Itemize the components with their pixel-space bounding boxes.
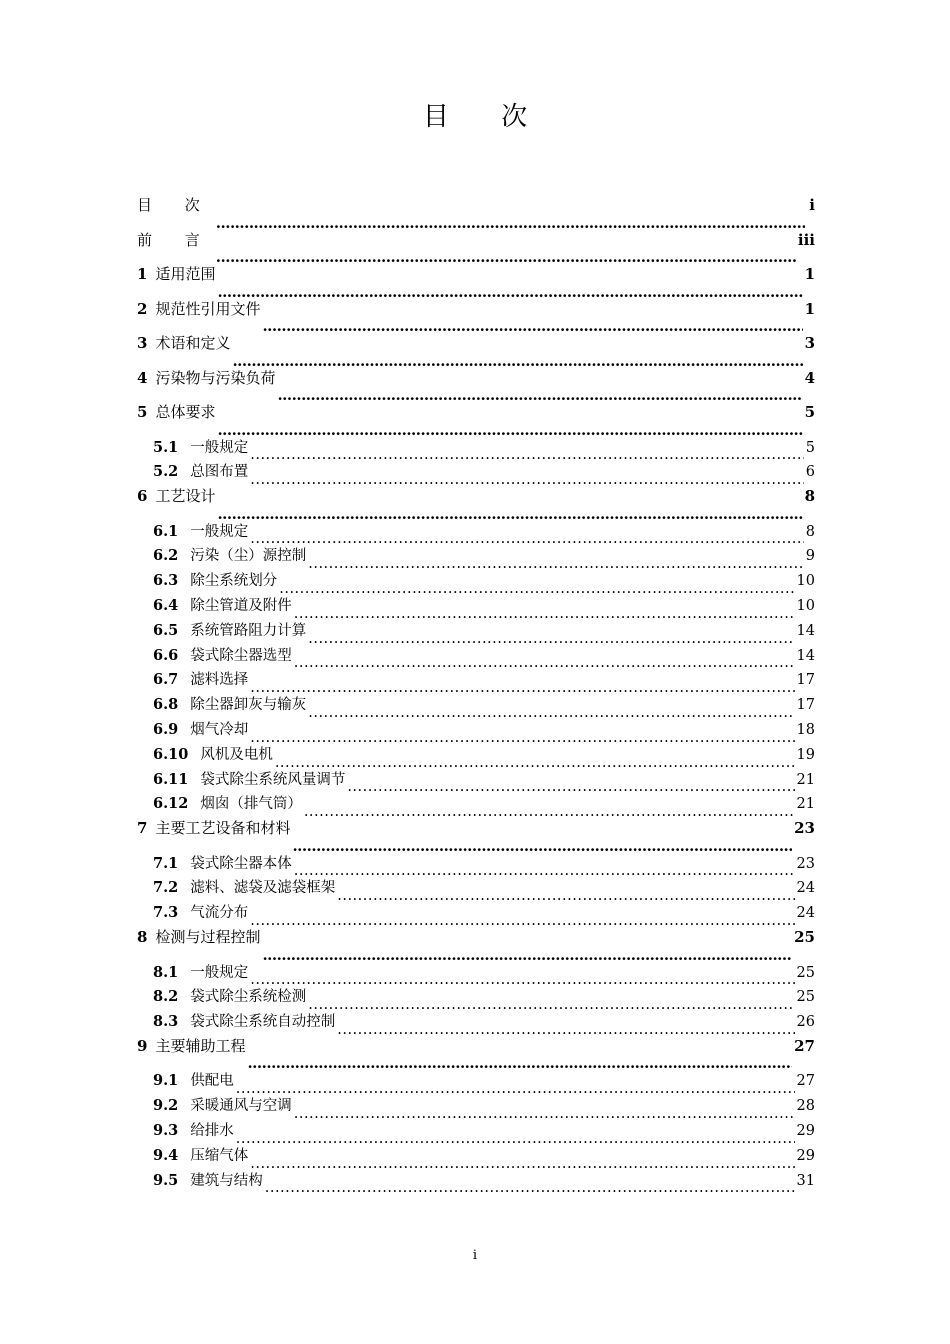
toc-entry-label: 工艺设计: [155, 487, 216, 506]
dot-leader: [294, 1105, 795, 1120]
toc-entry-page: 8: [804, 487, 815, 506]
toc-entry-label: 袋式除尘器本体: [190, 855, 292, 872]
toc-entry-number: 6.2: [153, 547, 179, 565]
toc-entry-page: 1: [804, 265, 815, 283]
toc-entry-number: 6.4: [153, 596, 179, 614]
toc-entry-page: 9: [805, 548, 815, 565]
toc-entry-page: 26: [796, 1014, 815, 1031]
toc-entry-label: 主要工艺设备和材料: [155, 819, 291, 838]
toc-entry-label: 目 次: [137, 196, 214, 214]
toc-entry-label: 气流分布: [190, 905, 249, 922]
toc-entry[interactable]: [153, 852, 815, 877]
toc-entry-page: 31: [796, 1172, 815, 1189]
toc-entry[interactable]: [153, 1094, 815, 1119]
toc-entry-number: 9.1: [153, 1072, 179, 1090]
toc-entry-label: 一般规定: [190, 523, 249, 540]
toc-entry-page: 5: [804, 403, 815, 421]
toc-entry[interactable]: [137, 926, 815, 961]
toc-entry-page: 25: [794, 928, 815, 947]
dot-leader: [250, 728, 794, 743]
toc-entry-label: 一般规定: [190, 439, 249, 456]
toc-entry-label: 总体要求: [155, 403, 216, 421]
toc-entry-label: 术语和定义: [155, 334, 231, 352]
toc-entry[interactable]: [153, 901, 815, 926]
toc-entry-label: 总图布置: [190, 464, 249, 481]
toc-entry[interactable]: [137, 367, 815, 402]
toc-entry-number: 6: [137, 487, 148, 506]
toc-entry-label: 烟囱（排气筒）: [200, 796, 302, 813]
toc-entry-label: 除尘管道及附件: [190, 597, 292, 614]
toc-entry-number: 9: [137, 1036, 148, 1055]
toc-entry[interactable]: [137, 485, 815, 520]
toc-entry-page: 21: [796, 796, 815, 813]
toc-entry-label: 袋式除尘器选型: [190, 647, 292, 664]
toc-entry[interactable]: [153, 718, 815, 743]
page-number: i: [472, 1248, 478, 1263]
toc-entry[interactable]: [153, 792, 815, 817]
toc-entry[interactable]: [153, 520, 815, 545]
dot-leader: [308, 629, 794, 644]
dot-leader: [277, 386, 802, 401]
toc-entry-page: 21: [796, 771, 815, 788]
toc-entry[interactable]: [153, 569, 815, 594]
toc-entry-label: 供配电: [190, 1073, 234, 1090]
toc-entry[interactable]: [137, 332, 815, 367]
toc-entry-page: 29: [796, 1123, 815, 1140]
toc-entry-number: 6.12: [153, 795, 189, 813]
table-of-contents: [137, 194, 815, 1193]
dot-leader: [217, 505, 802, 520]
toc-entry-label: 风机及电机: [200, 746, 273, 763]
toc-entry-page: i: [809, 196, 815, 214]
toc-entry-number: 7.1: [153, 854, 179, 872]
toc-entry-number: 9.5: [153, 1171, 179, 1189]
dot-leader: [217, 421, 802, 436]
dot-leader: [337, 887, 794, 902]
dot-leader: [308, 555, 804, 570]
toc-entry-number: 8.2: [153, 988, 179, 1006]
toc-entry-page: 6: [805, 464, 815, 481]
toc-entry-label: 除尘系统划分: [190, 573, 278, 590]
toc-entry-label: 给排水: [190, 1123, 234, 1140]
toc-entry-number: 6.6: [153, 646, 179, 664]
toc-entry-number: 6.9: [153, 720, 179, 738]
toc-entry-label: 适用范围: [155, 265, 216, 283]
toc-entry[interactable]: [137, 263, 815, 298]
toc-entry[interactable]: [153, 436, 815, 461]
toc-entry-label: 检测与过程控制: [155, 928, 261, 947]
dot-leader: [265, 1179, 795, 1194]
toc-entry[interactable]: [153, 668, 815, 693]
toc-entry[interactable]: [153, 1169, 815, 1194]
toc-entry-number: 2: [137, 299, 148, 318]
dot-leader: [250, 530, 804, 545]
toc-entry[interactable]: [137, 1035, 815, 1070]
toc-entry-page: 24: [796, 880, 815, 897]
toc-entry-number: 8.1: [153, 963, 179, 981]
toc-entry[interactable]: [153, 1119, 815, 1144]
toc-entry-label: 除尘器卸灰与输灰: [190, 697, 307, 714]
toc-entry-page: 10: [796, 573, 815, 590]
toc-entry[interactable]: [153, 876, 815, 901]
toc-entry-page: 29: [796, 1147, 815, 1164]
toc-entry-number: 9.2: [153, 1097, 179, 1115]
dot-leader: [294, 654, 795, 669]
dot-leader: [279, 579, 794, 594]
toc-entry-page: 18: [796, 721, 815, 738]
toc-entry-label: 前 言: [137, 230, 214, 249]
toc-entry-page: 17: [796, 672, 815, 689]
dot-leader: [292, 837, 792, 852]
toc-entry[interactable]: [153, 544, 815, 569]
toc-entry-page: 4: [804, 368, 815, 387]
toc-entry-number: 8: [137, 928, 148, 947]
toc-entry[interactable]: [137, 298, 815, 333]
page-title: 目 次: [422, 102, 550, 132]
toc-entry[interactable]: [137, 229, 815, 264]
toc-entry[interactable]: [137, 194, 815, 229]
dot-leader: [347, 778, 794, 793]
dot-leader: [236, 1080, 795, 1095]
dot-leader: [294, 862, 795, 877]
toc-entry-label: 一般规定: [190, 964, 249, 981]
dot-leader: [247, 1054, 792, 1069]
toc-entry-number: 9.4: [153, 1146, 179, 1164]
toc-entry-number: 6.5: [153, 621, 179, 639]
toc-entry-page: 25: [796, 964, 815, 981]
dot-leader: [250, 971, 794, 986]
toc-entry-number: 6.7: [153, 671, 179, 689]
toc-entry-number: 9.3: [153, 1122, 179, 1140]
toc-entry[interactable]: [153, 1144, 815, 1169]
toc-entry-page: 28: [796, 1098, 815, 1115]
toc-entry-page: 14: [796, 622, 815, 639]
toc-entry-page: 10: [796, 597, 815, 614]
dot-leader: [232, 352, 802, 367]
toc-entry-label: 污染物与污染负荷: [155, 368, 276, 387]
dot-leader: [250, 446, 804, 461]
toc-entry-number: 6.1: [153, 522, 179, 540]
toc-entry-number: 6.3: [153, 572, 179, 590]
toc-entry-label: 滤料选择: [190, 672, 249, 689]
toc-entry[interactable]: [153, 985, 815, 1010]
dot-leader: [262, 317, 802, 332]
toc-entry-number: 7.2: [153, 879, 179, 897]
dot-leader: [250, 1154, 794, 1169]
toc-entry-page: 3: [804, 334, 815, 352]
toc-entry[interactable]: [153, 961, 815, 986]
toc-entry[interactable]: [153, 743, 815, 768]
dot-leader: [337, 1020, 794, 1035]
toc-entry-number: 3: [137, 334, 148, 352]
toc-entry-number: 1: [137, 265, 148, 283]
toc-entry-label: 压缩气体: [190, 1147, 249, 1164]
toc-entry-number: 5.2: [153, 463, 179, 481]
toc-entry-page: 19: [796, 746, 815, 763]
toc-entry-label: 袋式除尘系统检测: [190, 989, 307, 1006]
toc-entry-page: iii: [797, 230, 815, 249]
toc-entry-number: 7.3: [153, 904, 179, 922]
toc-entry-number: 7: [137, 819, 148, 838]
toc-entry[interactable]: [153, 1010, 815, 1035]
toc-entry-number: 5: [137, 403, 148, 421]
dot-leader: [308, 996, 794, 1011]
dot-leader: [250, 679, 794, 694]
toc-entry-label: 系统管路阻力计算: [190, 622, 307, 639]
toc-entry-label: 烟气冷却: [190, 721, 249, 738]
toc-entry-number: 4: [137, 368, 148, 387]
dot-leader: [308, 703, 794, 718]
dot-leader: [275, 753, 795, 768]
dot-leader: [217, 283, 802, 298]
toc-entry-number: 6.8: [153, 696, 179, 714]
dot-leader: [216, 214, 805, 229]
toc-entry-label: 规范性引用文件: [155, 299, 261, 318]
dot-leader: [216, 248, 796, 263]
toc-entry-number: 6.10: [153, 745, 189, 763]
toc-entry-label: 污染（尘）源控制: [190, 548, 307, 565]
toc-entry[interactable]: [153, 644, 815, 669]
toc-entry-label: 采暖通风与空调: [190, 1098, 292, 1115]
toc-entry-page: 23: [794, 819, 815, 838]
toc-entry-number: 5.1: [153, 438, 179, 456]
toc-entry-page: 24: [796, 905, 815, 922]
toc-entry[interactable]: [137, 401, 815, 436]
toc-entry-page: 25: [796, 989, 815, 1006]
toc-entry-page: 1: [804, 299, 815, 318]
toc-entry-page: 27: [794, 1036, 815, 1055]
toc-entry-label: 袋式除尘系统风量调节: [200, 771, 346, 788]
toc-entry[interactable]: [153, 460, 815, 485]
dot-leader: [262, 946, 792, 961]
dot-leader: [294, 604, 795, 619]
toc-entry-page: 8: [805, 523, 815, 540]
toc-entry[interactable]: [153, 768, 815, 793]
dot-leader: [304, 803, 795, 818]
dot-leader: [250, 912, 794, 927]
toc-entry-page: 14: [796, 647, 815, 664]
toc-entry-page: 23: [796, 855, 815, 872]
toc-entry-label: 滤料、滤袋及滤袋框架: [190, 880, 336, 897]
dot-leader: [250, 471, 804, 486]
toc-entry-label: 主要辅助工程: [155, 1036, 246, 1055]
dot-leader: [236, 1129, 795, 1144]
toc-entry[interactable]: [137, 817, 815, 852]
toc-entry[interactable]: [153, 693, 815, 718]
toc-entry-label: 袋式除尘系统自动控制: [190, 1014, 336, 1031]
toc-entry[interactable]: [153, 619, 815, 644]
toc-entry[interactable]: [153, 594, 815, 619]
toc-entry-number: 6.11: [153, 770, 189, 788]
toc-entry-page: 5: [805, 439, 815, 456]
toc-entry[interactable]: [153, 1069, 815, 1094]
toc-entry-page: 27: [796, 1073, 815, 1090]
toc-entry-label: 建筑与结构: [190, 1172, 263, 1189]
toc-entry-page: 17: [796, 697, 815, 714]
toc-entry-number: 8.3: [153, 1013, 179, 1031]
